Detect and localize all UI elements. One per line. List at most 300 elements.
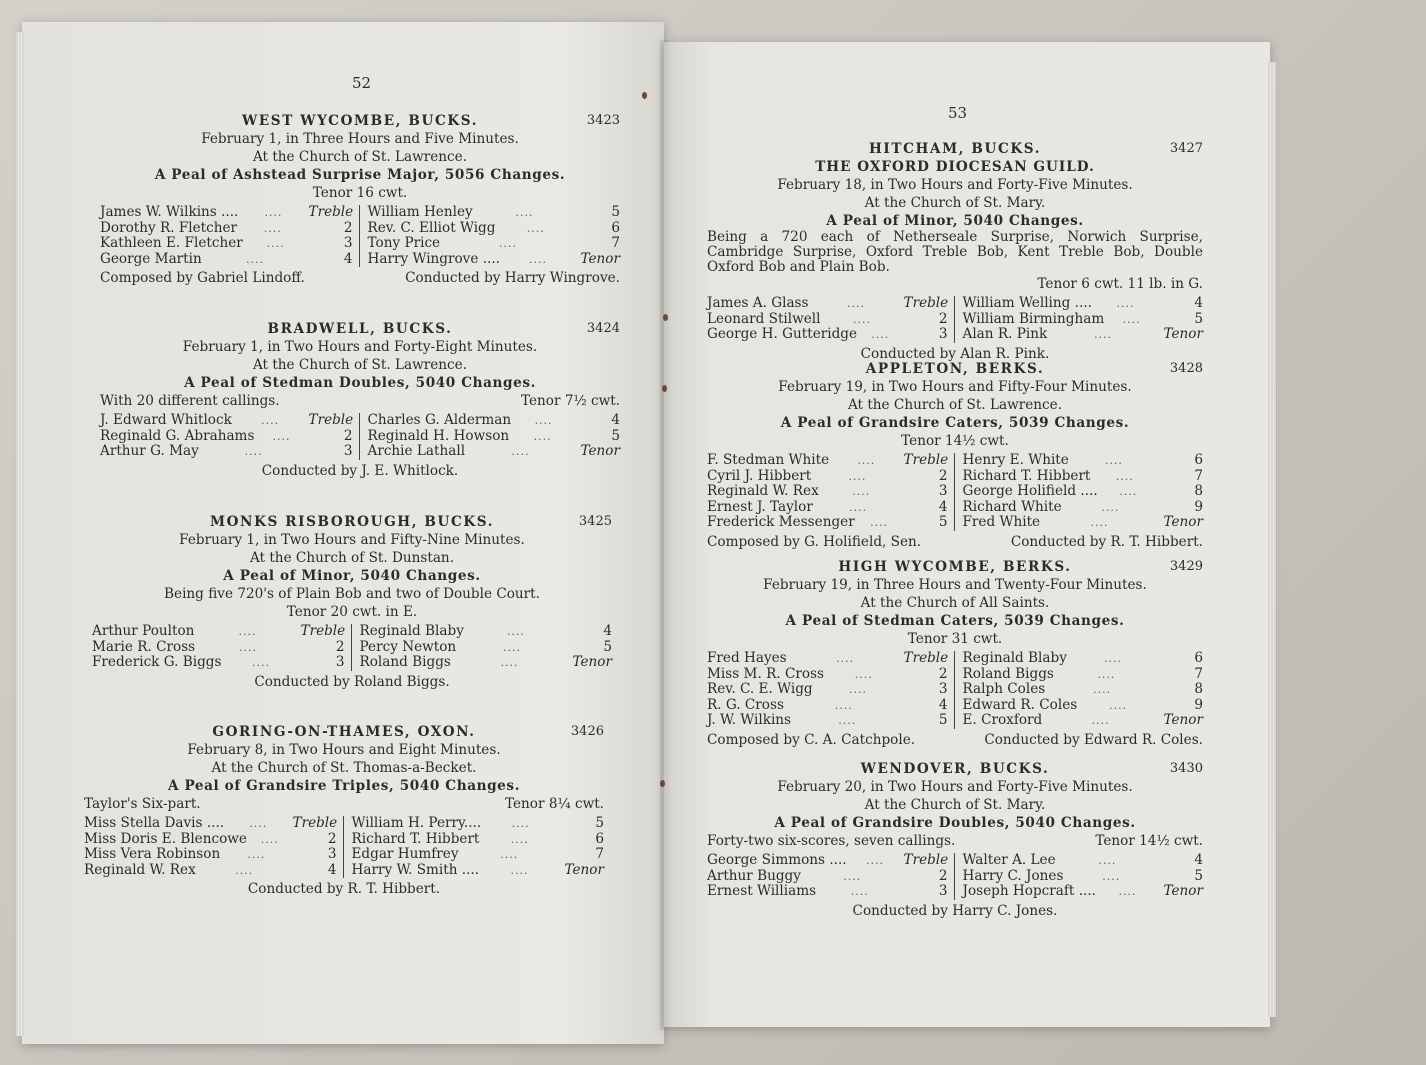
binding-hole: [660, 780, 665, 787]
ringer-name: William Birmingham: [962, 310, 1105, 327]
ringer-row: [368, 429, 621, 445]
peal-method: A Peal of Grandsire Triples, 5040 Changes.: [167, 778, 521, 794]
peal-number: 3424: [586, 321, 620, 336]
peal-detail-line: February 1, in Two Hours and Fifty-Nine Minutes.: [179, 532, 525, 548]
ringer-row: [707, 853, 948, 869]
peal-record: [707, 558, 1203, 749]
ringer-column: [963, 651, 1204, 729]
bell-number: Treble: [300, 623, 346, 639]
leader-dots: ....: [871, 328, 890, 341]
calling-note: Forty-two six-scores, seven callings.: [707, 833, 956, 849]
peal-header: [707, 558, 1203, 576]
ringer-row: [963, 713, 1204, 729]
peal-credits: [707, 533, 1203, 551]
ringer-column: [368, 205, 621, 267]
leader-dots: ....: [1102, 869, 1121, 883]
tenor-weight: Tenor 14½ cwt.: [1095, 833, 1203, 849]
bell-number: 2: [938, 467, 948, 484]
peal-record: [100, 320, 620, 480]
peal-record: [100, 112, 620, 287]
bell-number: 5: [603, 638, 612, 655]
bell-number: 5: [1194, 867, 1203, 884]
book-gutter: [660, 40, 670, 1030]
bell-number: 4: [938, 498, 948, 515]
bell-number: 4: [1194, 295, 1203, 311]
conductor-credit: Conducted by Roland Biggs.: [254, 673, 450, 690]
ringer-name: Reginald G. Abrahams: [100, 427, 255, 444]
ringer-name: Miss Vera Robinson: [84, 846, 221, 862]
peal-header: [707, 360, 1203, 378]
ringer-column: [360, 624, 613, 671]
peal-header: [84, 723, 604, 741]
bell-number: 4: [938, 696, 948, 713]
ringer-row: [92, 624, 345, 640]
ringer-name: Roland Biggs: [962, 665, 1054, 682]
ringer-column: [92, 624, 352, 671]
ringer-row: [963, 500, 1204, 516]
peal-detail-line: February 1, in Three Hours and Five Minutes.: [201, 131, 519, 147]
ringer-band: [84, 816, 604, 878]
bell-number: Tenor: [1163, 712, 1203, 728]
ringer-row: [84, 832, 337, 848]
ringer-row: [707, 484, 948, 500]
tenor-weight: Tenor 7½ cwt.: [521, 393, 620, 409]
ringer-name: Leonard Stilwell: [707, 310, 821, 327]
peal-credits: [100, 269, 620, 287]
ringer-band: [92, 624, 612, 671]
peal-method: A Peal of Minor, 5040 Changes.: [223, 568, 481, 584]
leader-dots: ....: [264, 206, 283, 219]
ringer-row: [707, 682, 948, 698]
bell-number: 2: [327, 830, 337, 847]
ringer-column: [707, 853, 955, 900]
ringer-name: George Holifield ....: [962, 483, 1098, 499]
ringer-name: F. Stedman White: [707, 452, 830, 468]
bell-number: Tenor: [1163, 514, 1203, 530]
peal-credits: [707, 902, 1203, 920]
peal-number: 3423: [586, 113, 620, 128]
bell-number: 3: [343, 235, 353, 251]
bell-number: Treble: [903, 452, 949, 468]
bell-number: 5: [611, 204, 620, 220]
ringer-column: [84, 816, 344, 878]
ringer-column: [100, 205, 360, 267]
ringer-name: Joseph Hopcraft ....: [962, 883, 1096, 899]
leader-dots: ....: [1115, 469, 1134, 483]
leader-dots: ....: [1091, 714, 1110, 727]
leader-dots: ....: [511, 445, 530, 458]
bell-number: 5: [595, 815, 604, 831]
leader-dots: ....: [852, 312, 871, 326]
leader-dots: ....: [511, 817, 530, 830]
bell-number: 4: [343, 250, 353, 267]
peal-location: MONKS RISBOROUGH, BUCKS.: [209, 514, 495, 530]
ringer-row: [84, 847, 337, 863]
leader-dots: ....: [261, 414, 280, 427]
bell-number: Treble: [903, 852, 949, 868]
leader-dots: ....: [870, 516, 889, 529]
ringer-name: E. Croxford: [962, 712, 1043, 728]
ringer-name: J. Edward Whitlock: [100, 412, 232, 428]
peal-notes: [100, 392, 620, 410]
bell-number: Treble: [903, 650, 949, 666]
bell-number: 6: [595, 830, 604, 847]
leader-dots: ....: [510, 832, 529, 846]
peal-detail-line: At the Church of St. Lawrence.: [252, 357, 468, 373]
peal-detail-line: At the Church of All Saints.: [860, 595, 1050, 611]
bell-number: Tenor: [580, 250, 620, 267]
ringer-name: Ernest J. Taylor: [707, 498, 813, 515]
conductor-credit: Conducted by Harry C. Jones.: [852, 902, 1058, 919]
calling-note: Taylor's Six-part.: [84, 796, 201, 812]
ringer-row: [368, 221, 621, 237]
leader-dots: ....: [500, 656, 519, 669]
peal-method: A Peal of Minor, 5040 Changes.: [826, 213, 1084, 229]
bell-number: 2: [335, 638, 345, 655]
ringer-row: [963, 515, 1204, 531]
leader-dots: ....: [1101, 500, 1120, 514]
bell-number: 4: [327, 861, 337, 878]
ringer-name: Reginald Blaby: [962, 650, 1067, 666]
bell-number: 3: [938, 483, 948, 499]
ringer-name: Harry C. Jones: [962, 867, 1064, 884]
ringer-row: [707, 713, 948, 729]
ringer-row: [352, 847, 605, 863]
leader-dots: ....: [1118, 885, 1137, 898]
peal-detail-line: At the Church of St. Mary.: [864, 195, 1046, 211]
leader-dots: ....: [246, 252, 265, 266]
ringer-row: [707, 296, 948, 312]
tenor-weight: Tenor 8¼ cwt.: [505, 796, 604, 812]
ringer-name: James A. Glass: [707, 295, 809, 311]
ringer-row: [368, 236, 621, 252]
ringer-row: [963, 884, 1204, 900]
leader-dots: ....: [1116, 297, 1135, 310]
ringer-row: [360, 624, 613, 640]
ringer-row: [368, 444, 621, 460]
leader-dots: ....: [515, 206, 534, 219]
leader-dots: ....: [849, 683, 868, 696]
bell-number: Tenor: [1163, 883, 1203, 899]
leader-dots: ....: [503, 640, 522, 654]
bell-number: 6: [1194, 650, 1203, 666]
leader-dots: ....: [238, 625, 257, 638]
calling-note: With 20 different callings.: [100, 393, 280, 409]
bell-number: 2: [938, 867, 948, 884]
ringer-name: Arthur Poulton: [92, 623, 195, 639]
leader-dots: ....: [838, 714, 857, 727]
ringer-row: [368, 413, 621, 429]
ringer-row: [963, 296, 1204, 312]
ringer-name: Reginald W. Rex: [84, 861, 196, 878]
ringer-row: [963, 327, 1204, 343]
ringer-band: [707, 853, 1203, 900]
ringer-column: [707, 453, 955, 531]
leader-dots: ....: [1097, 667, 1116, 681]
ringer-name: Archie Lathall: [367, 443, 466, 459]
leader-dots: ....: [235, 863, 254, 877]
ringer-column: [100, 413, 360, 460]
peal-record: [92, 513, 612, 691]
binding-hole: [663, 314, 668, 321]
ringer-name: James W. Wilkins ....: [100, 204, 239, 220]
leader-dots: ....: [850, 885, 869, 898]
guild-name: THE OXFORD DIOCESAN GUILD.: [815, 159, 1095, 175]
bell-number: 3: [343, 443, 353, 459]
peal-record: [84, 723, 604, 898]
peal-record: [707, 760, 1203, 920]
ringer-row: [963, 312, 1204, 328]
bell-number: Tenor: [580, 443, 620, 459]
ringer-row: [100, 236, 353, 252]
bell-number: 2: [343, 427, 353, 444]
conductor-credit: Conducted by R. T. Hibbert.: [247, 881, 441, 897]
peal-method: A Peal of Grandsire Caters, 5039 Changes.: [780, 415, 1130, 431]
ringer-row: [963, 667, 1204, 683]
leader-dots: ....: [244, 445, 263, 458]
tenor-weight: Tenor 31 cwt.: [907, 631, 1003, 647]
bell-number: 9: [1194, 498, 1203, 515]
peal-method: A Peal of Stedman Caters, 5039 Changes.: [785, 613, 1125, 629]
ringer-name: Fred White: [962, 514, 1041, 530]
bell-number: 6: [611, 219, 620, 236]
ringer-row: [963, 484, 1204, 500]
bell-number: 4: [1194, 852, 1203, 868]
composer-credit: Composed by C. A. Catchpole.: [707, 731, 916, 748]
leader-dots: ....: [500, 848, 519, 861]
peal-location: HIGH WYCOMBE, BERKS.: [838, 559, 1072, 575]
leader-dots: ....: [1104, 454, 1123, 467]
conductor-credit: Conducted by Alan R. Pink.: [860, 345, 1050, 362]
ringer-row: [963, 469, 1204, 485]
bell-number: 8: [1194, 483, 1203, 499]
tenor-weight: Tenor 14½ cwt.: [901, 433, 1009, 449]
peal-header: [707, 140, 1203, 158]
ringer-name: Reginald H. Howson: [367, 427, 510, 444]
bell-number: 3: [327, 846, 337, 862]
ringer-name: J. W. Wilkins: [707, 712, 792, 728]
bell-number: 9: [1194, 696, 1203, 713]
leader-dots: ....: [847, 297, 865, 310]
leader-dots: ....: [263, 221, 282, 235]
bell-number: 8: [1194, 681, 1203, 697]
ringer-row: [707, 515, 948, 531]
leader-dots: ....: [834, 698, 853, 712]
ringer-row: [100, 252, 353, 268]
peal-number: 3426: [570, 724, 604, 739]
ringer-row: [100, 413, 353, 429]
ringer-name: Reginald Blaby: [359, 623, 464, 639]
leader-dots: ....: [843, 869, 862, 883]
leader-dots: ....: [1109, 698, 1128, 712]
ringer-name: Richard T. Hibbert: [962, 467, 1091, 484]
ringer-name: Frederick Messenger: [707, 514, 855, 530]
leader-dots: ....: [238, 640, 257, 654]
bell-number: 7: [595, 846, 604, 862]
ringer-name: Miss Doris E. Blencowe: [84, 830, 247, 847]
ringer-row: [707, 869, 948, 885]
peal-detail-line: Being five 720's of Plain Bob and two of Double Court.: [164, 586, 540, 602]
ringer-name: Roland Biggs: [359, 654, 451, 670]
ringer-column: [352, 816, 605, 878]
ringer-name: Richard White: [962, 498, 1062, 515]
ringer-row: [707, 327, 948, 343]
bell-number: 5: [938, 514, 948, 530]
ringer-row: [100, 429, 353, 445]
leader-dots: ....: [266, 237, 285, 250]
peal-detail-line: At the Church of St. Thomas-a-Becket.: [211, 760, 477, 776]
ringer-row: [360, 655, 613, 671]
ringer-name: Miss Stella Davis ....: [84, 815, 225, 831]
peal-credits: [707, 731, 1203, 749]
peal-location: BRADWELL, BUCKS.: [267, 321, 453, 337]
ringer-name: William Henley: [367, 204, 473, 220]
ringer-name: Percy Newton: [359, 638, 457, 655]
leader-dots: ....: [1093, 683, 1112, 696]
ringer-row: [368, 205, 621, 221]
ringer-row: [707, 698, 948, 714]
leader-dots: ....: [854, 667, 873, 681]
bell-number: 7: [611, 235, 620, 251]
ringer-name: Walter A. Lee: [962, 852, 1056, 868]
ringer-row: [92, 640, 345, 656]
ringer-row: [352, 816, 605, 832]
peal-method: A Peal of Stedman Doubles, 5040 Changes.: [184, 375, 536, 391]
leader-dots: ....: [260, 832, 279, 846]
leader-dots: ....: [1094, 328, 1113, 341]
ringer-column: [963, 453, 1204, 531]
ringer-band: [707, 453, 1203, 531]
ringer-name: William Welling ....: [962, 295, 1092, 311]
ringer-name: Rev. C. E. Wigg: [707, 681, 813, 697]
conductor-credit: Conducted by Harry Wingrove.: [405, 270, 620, 286]
leader-dots: ....: [526, 221, 545, 235]
binding-hole: [642, 92, 647, 99]
peal-record: [707, 360, 1203, 551]
ringer-name: Edward R. Coles: [962, 696, 1078, 713]
conductor-credit: Conducted by R. T. Hibbert.: [1010, 533, 1203, 550]
peal-notes: [84, 795, 604, 813]
ringer-name: Tony Price: [367, 235, 441, 251]
peal-detail-line: At the Church of St. Lawrence.: [847, 397, 1063, 413]
leader-dots: ....: [249, 817, 268, 830]
composer-credit: Composed by Gabriel Lindoff.: [100, 270, 305, 286]
ringer-column: [368, 413, 621, 460]
bell-number: 3: [938, 326, 948, 342]
ringer-row: [100, 221, 353, 237]
peal-detail-line: At the Church of St. Mary.: [864, 797, 1046, 813]
bell-number: Tenor: [572, 654, 612, 670]
leader-dots: ....: [1098, 854, 1117, 867]
ringer-row: [352, 863, 605, 879]
ringer-name: Charles G. Alderman: [367, 412, 512, 428]
ringer-row: [707, 312, 948, 328]
peal-location: APPLETON, BERKS.: [865, 361, 1045, 377]
peal-method: A Peal of Ashstead Surprise Major, 5056 Changes.: [154, 167, 566, 183]
bell-number: Treble: [292, 815, 338, 831]
ringer-name: Rev. C. Elliot Wigg: [367, 219, 496, 236]
ringer-name: Henry E. White: [962, 452, 1069, 468]
leader-dots: ....: [251, 656, 270, 669]
peal-number: 3425: [578, 514, 612, 529]
peal-credits: [84, 880, 604, 898]
peal-location: WENDOVER, BUCKS.: [860, 761, 1050, 777]
peal-credits: [92, 673, 612, 691]
leader-dots: ....: [849, 500, 868, 514]
peal-notes: [707, 832, 1203, 850]
leader-dots: ....: [506, 625, 525, 638]
ringer-row: [360, 640, 613, 656]
bell-number: 5: [611, 427, 620, 444]
bell-number: 3: [938, 883, 948, 899]
ringer-column: [707, 651, 955, 729]
peal-header: [100, 112, 620, 130]
ringer-name: Edgar Humfrey: [351, 846, 459, 862]
bell-number: 2: [343, 219, 353, 236]
leader-dots: ....: [848, 469, 867, 483]
peal-detail-line: At the Church of St. Dunstan.: [249, 550, 455, 566]
ringer-row: [100, 444, 353, 460]
peal-location: WEST WYCOMBE, BUCKS.: [241, 113, 479, 129]
peal-detail-line: February 1, in Two Hours and Forty-Eight Minutes.: [182, 339, 538, 355]
peal-location: HITCHAM, BUCKS.: [868, 141, 1042, 157]
leader-dots: ....: [1103, 652, 1122, 665]
leader-dots: ....: [1122, 312, 1141, 326]
peal-description: Being a 720 each of Netherseale Surprise, Norwich Surprise, Cambridge Surprise, Oxford Treble Bob, Kent Treble Bob, Double Oxford Bob and Plain Bob.: [707, 229, 1203, 275]
bell-number: 7: [1194, 467, 1203, 484]
ringer-name: Reginald W. Rex: [707, 483, 819, 499]
conductor-credit: Conducted by Edward R. Coles.: [984, 731, 1203, 748]
bell-number: 2: [938, 665, 948, 682]
peal-detail-line: February 19, in Two Hours and Fifty-Four Minutes.: [778, 379, 1132, 395]
ringer-name: Marie R. Cross: [92, 638, 196, 655]
tenor-weight: Tenor 6 cwt. 11 lb. in G.: [1037, 276, 1203, 292]
ringer-row: [707, 469, 948, 485]
ringer-name: Cyril J. Hibbert: [707, 467, 812, 484]
leader-dots: ....: [857, 454, 876, 467]
ringer-band: [100, 413, 620, 460]
ringer-row: [963, 682, 1204, 698]
bell-number: 7: [1194, 665, 1203, 682]
peal-detail-line: February 8, in Two Hours and Eight Minutes.: [187, 742, 501, 758]
ringer-name: William H. Perry....: [351, 815, 482, 831]
ringer-row: [707, 667, 948, 683]
leader-dots: ....: [499, 237, 518, 250]
peal-number: 3428: [1169, 361, 1203, 376]
ringer-column: [963, 853, 1204, 900]
conductor-credit: Conducted by J. E. Whitlock.: [261, 462, 459, 479]
page-number: 52: [352, 74, 372, 92]
ringer-name: Ernest Williams: [707, 883, 817, 899]
ringer-band: [707, 296, 1203, 343]
ringer-name: Alan R. Pink: [962, 326, 1048, 342]
leader-dots: ....: [534, 414, 553, 427]
ringer-name: R. G. Cross: [707, 696, 784, 713]
ringer-row: [368, 252, 621, 268]
bell-number: 6: [1194, 452, 1203, 468]
ringer-row: [963, 698, 1204, 714]
ringer-name: Richard T. Hibbert: [351, 830, 480, 847]
leader-dots: ....: [529, 252, 547, 266]
composer-credit: Composed by G. Holifield, Sen.: [707, 533, 922, 550]
ringer-row: [963, 453, 1204, 469]
bell-number: Treble: [903, 295, 949, 311]
page-number: 53: [948, 104, 968, 122]
leader-dots: ....: [836, 652, 855, 665]
peal-number: 3427: [1169, 141, 1203, 156]
ringer-row: [84, 816, 337, 832]
ringer-band: [707, 651, 1203, 729]
